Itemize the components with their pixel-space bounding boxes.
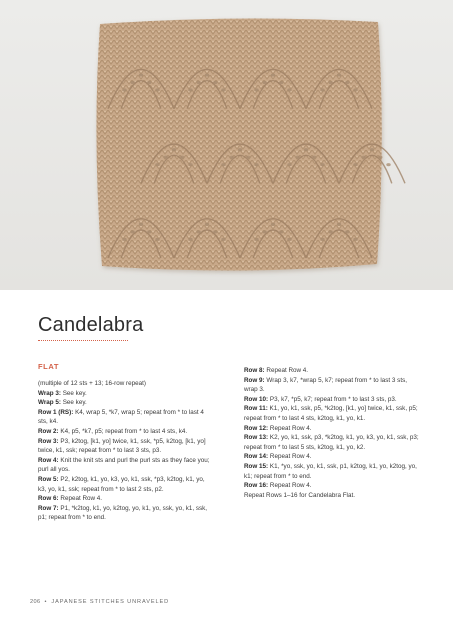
eyelet xyxy=(122,88,126,91)
instruction-line: Wrap 3: See key. xyxy=(38,389,87,397)
eyelet xyxy=(188,88,192,91)
footer-separator: • xyxy=(44,599,48,605)
eyelet xyxy=(287,238,291,241)
eyelet xyxy=(353,238,357,241)
eyelet xyxy=(205,223,209,226)
eyelet xyxy=(205,73,209,76)
page-footer xyxy=(30,599,169,605)
eyelet xyxy=(155,88,159,91)
instruction-line: Row 4: Knit the knit sts and purl the purl sts as they face you; purl all yos. xyxy=(38,456,210,474)
eyelet xyxy=(139,223,143,226)
swatch-photo xyxy=(0,0,453,290)
eyelet xyxy=(147,81,151,84)
knitted-swatch-image xyxy=(0,0,453,290)
eyelet xyxy=(155,163,159,166)
eyelet xyxy=(221,88,225,91)
eyelet xyxy=(172,148,176,151)
eyelet xyxy=(271,73,275,76)
eyelet xyxy=(329,81,333,84)
eyelet xyxy=(320,88,324,91)
eyelet xyxy=(263,81,267,84)
eyelet xyxy=(221,238,225,241)
eyelet xyxy=(287,163,291,166)
instruction-line: Row 1 (RS): K4, wrap 5, *k7, wrap 5; repeat from * to last 4 sts, k4. xyxy=(38,408,204,426)
eyelet xyxy=(370,148,374,151)
instruction-line: Row 8: Repeat Row 4. xyxy=(244,367,309,374)
eyelet xyxy=(139,73,143,76)
instruction-line: Row 13: K2, yo, k1, ssk, p3, *k2tog, k1, yo, k3, yo, k1, ssk, p3; repeat from * to last 5 sts, k2tog, k1, yo, k2. xyxy=(244,434,419,451)
instruction-line: Repeat Rows 1–16 for Candelabra Flat. xyxy=(244,491,355,499)
eyelet xyxy=(188,163,192,166)
instruction-line: Row 12: Repeat Row 4. xyxy=(244,424,312,432)
eyelet xyxy=(304,148,308,151)
eyelet xyxy=(279,81,283,84)
pattern-title: Candelabra xyxy=(38,314,144,336)
instruction-line: Row 10: P3, k7, *p5, k7; repeat from * to last 3 sts, p3. xyxy=(244,395,397,403)
instruction-line: Row 14: Repeat Row 4. xyxy=(244,453,312,461)
instruction-line: Row 11: K1, yo, k1, ssk, p5, *k2tog, [k1, yo] twice, k1, ssk, p5; repeat from * to last 4 sts, k2tog, k1, yo, k1. xyxy=(244,405,418,422)
eyelet xyxy=(238,148,242,151)
eyelet xyxy=(287,88,291,91)
instructions-left-column xyxy=(38,379,214,523)
book-title: JAPANESE STITCHES UNRAVELED xyxy=(51,599,170,605)
instruction-line: Row 3: P3, k2tog, [k1, yo] twice, k1, ssk, *p5, k2tog, [k1, yo] twice, k1, ssk; repeat from * to last 3 sts, p3. xyxy=(38,437,206,455)
eyelet xyxy=(353,88,357,91)
eyelet xyxy=(345,81,349,84)
eyelet xyxy=(197,230,201,233)
eyelet xyxy=(296,156,300,159)
eyelet xyxy=(131,81,135,84)
eyelet xyxy=(337,73,341,76)
eyelet xyxy=(221,163,225,166)
eyelet xyxy=(263,230,267,233)
instruction-line: Row 9: Wrap 3, k7, *wrap 5, k7; repeat from * to last 3 sts, wrap 3. xyxy=(244,376,407,394)
eyelet xyxy=(180,156,184,159)
instruction-line: Row 7: P1, *k2tog, k1, yo, k2tog, yo, k1, yo, ssk, yo, k1, ssk, p1; repeat from * to end. xyxy=(38,504,208,522)
instruction-line: Row 15: K1, *yo, ssk, yo, k1, ssk, p1, k2tog, k1, yo, k2tog, yo, k1; repeat from * to end. xyxy=(244,462,417,480)
eyelet xyxy=(312,156,316,159)
eyelet xyxy=(386,163,390,166)
eyelet xyxy=(254,163,258,166)
instruction-line: Row 2: K4, p5, *k7, p5; repeat from * to last 4 sts, k4. xyxy=(38,427,188,435)
eyelet xyxy=(362,156,366,159)
instruction-line: Wrap 5: See key. xyxy=(38,399,87,407)
eyelet xyxy=(353,163,357,166)
instruction-line: Row 6: Repeat Row 4. xyxy=(38,495,103,503)
eyelet xyxy=(122,238,126,241)
eyelet xyxy=(320,163,324,166)
eyelet xyxy=(254,88,258,91)
instructions-right-column xyxy=(244,366,422,500)
eyelet xyxy=(337,223,341,226)
section-heading-flat: FLAT xyxy=(38,362,60,371)
title-underline xyxy=(38,340,128,341)
eyelet xyxy=(230,156,234,159)
eyelet xyxy=(254,238,258,241)
eyelet xyxy=(147,230,151,233)
instruction-line: (multiple of 12 sts + 13; 16-row repeat) xyxy=(38,380,146,387)
eyelet xyxy=(271,223,275,226)
page-number: 206 xyxy=(30,599,41,605)
eyelet xyxy=(345,230,349,233)
eyelet xyxy=(197,81,201,84)
eyelet xyxy=(329,230,333,233)
eyelet xyxy=(320,238,324,241)
eyelet xyxy=(155,238,159,241)
instruction-line: Row 16: Repeat Row 4. xyxy=(244,482,312,490)
eyelet xyxy=(164,156,168,159)
instruction-line: Row 5: P2, k2tog, k1, yo, k3, yo, k1, ssk, *p3, k2tog, k1, yo, k3, yo, k1, ssk; repeat from * to last 2 sts, p2. xyxy=(38,475,205,493)
eyelet xyxy=(378,156,382,159)
eyelet xyxy=(279,230,283,233)
eyelet xyxy=(188,238,192,241)
eyelet xyxy=(213,230,217,233)
eyelet xyxy=(131,230,135,233)
eyelet xyxy=(246,156,250,159)
eyelet xyxy=(213,81,217,84)
